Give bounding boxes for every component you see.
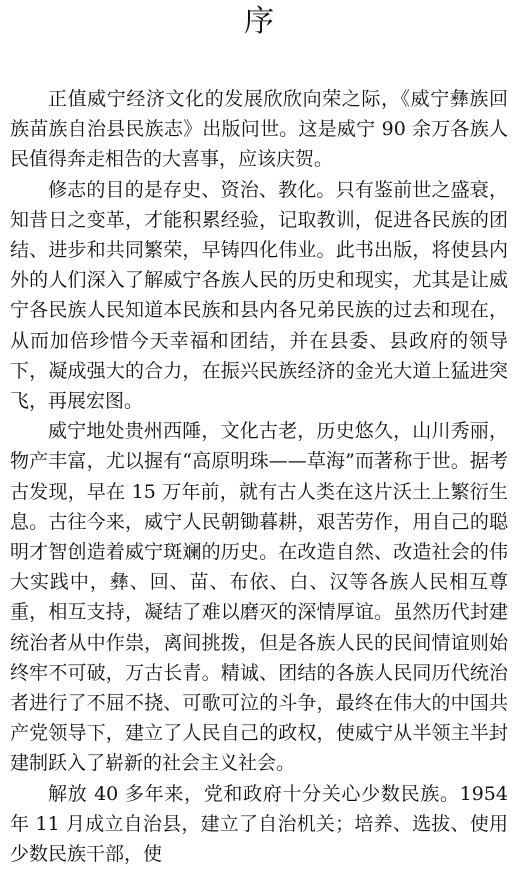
paragraph-1: 正值威宁经济文化的发展欣欣向荣之际，《威宁彝族回族苗族自治县民族志》出版问世。这是威宁 90 余万各族人民值得奔走相告的大喜事，应该庆贺。 xyxy=(10,88,508,171)
paragraph-4: 解放 40 多年来，党和政府十分关心少数民族。1954 年 11 月成立自治县，建立了自治机关；培养、选拔、使用少数民族干部，使 xyxy=(10,782,508,866)
paragraph-3: 威宁地处贵州西陲，文化古老，历史悠久，山川秀丽，物产丰富，尤以握有“高原明珠——草海”而著称于世。据考古发现，早在 15 万年前，就有古人类在这片沃土上繁衍生息。古往今来，威宁人民朝锄暮耕，艰苦劳作，用自己的聪明才智创造着威宁斑斓的历史。在改造自然、改造社会的伟大实践中，彝、回、苗、布依、白、汉等各族人民相互尊重，相互支持，凝结了难以磨灭的深情厚谊。虽然历代封建统治者从中作祟，离间挑拨，但是各族人民的民间情谊则始终牢不可破，万古长青。精诚、团结的各族人民同历代统治者进行了不屈不挠、可歌可泣的斗争，最终在伟大的中国共产党领导下，建立了人民自己的政权，使威宁从半领主半封建制跃入了崭新的社会主义社会。 xyxy=(10,420,508,775)
page-title: 序 xyxy=(244,4,276,39)
paragraph-2: 修志的目的是存史、资治、教化。只有鉴前世之盛衰，知昔日之变革，才能积累经验，记取教训，促进各民族的团结、进步和共同繁荣，早铸四化伟业。此书出版，将使县内外的人们深入了解威宁各族人民的历史和现实，尤其是让威宁各民族人民知道本民族和县内各兄弟民族的过去和现在，从而加倍珍惜今天幸福和团结，并在县委、县政府的领导下，凝成强大的合力，在振兴民族经济的金光大道上猛进突飞，再展宏图。 xyxy=(10,178,508,413)
preface-body xyxy=(10,84,508,869)
